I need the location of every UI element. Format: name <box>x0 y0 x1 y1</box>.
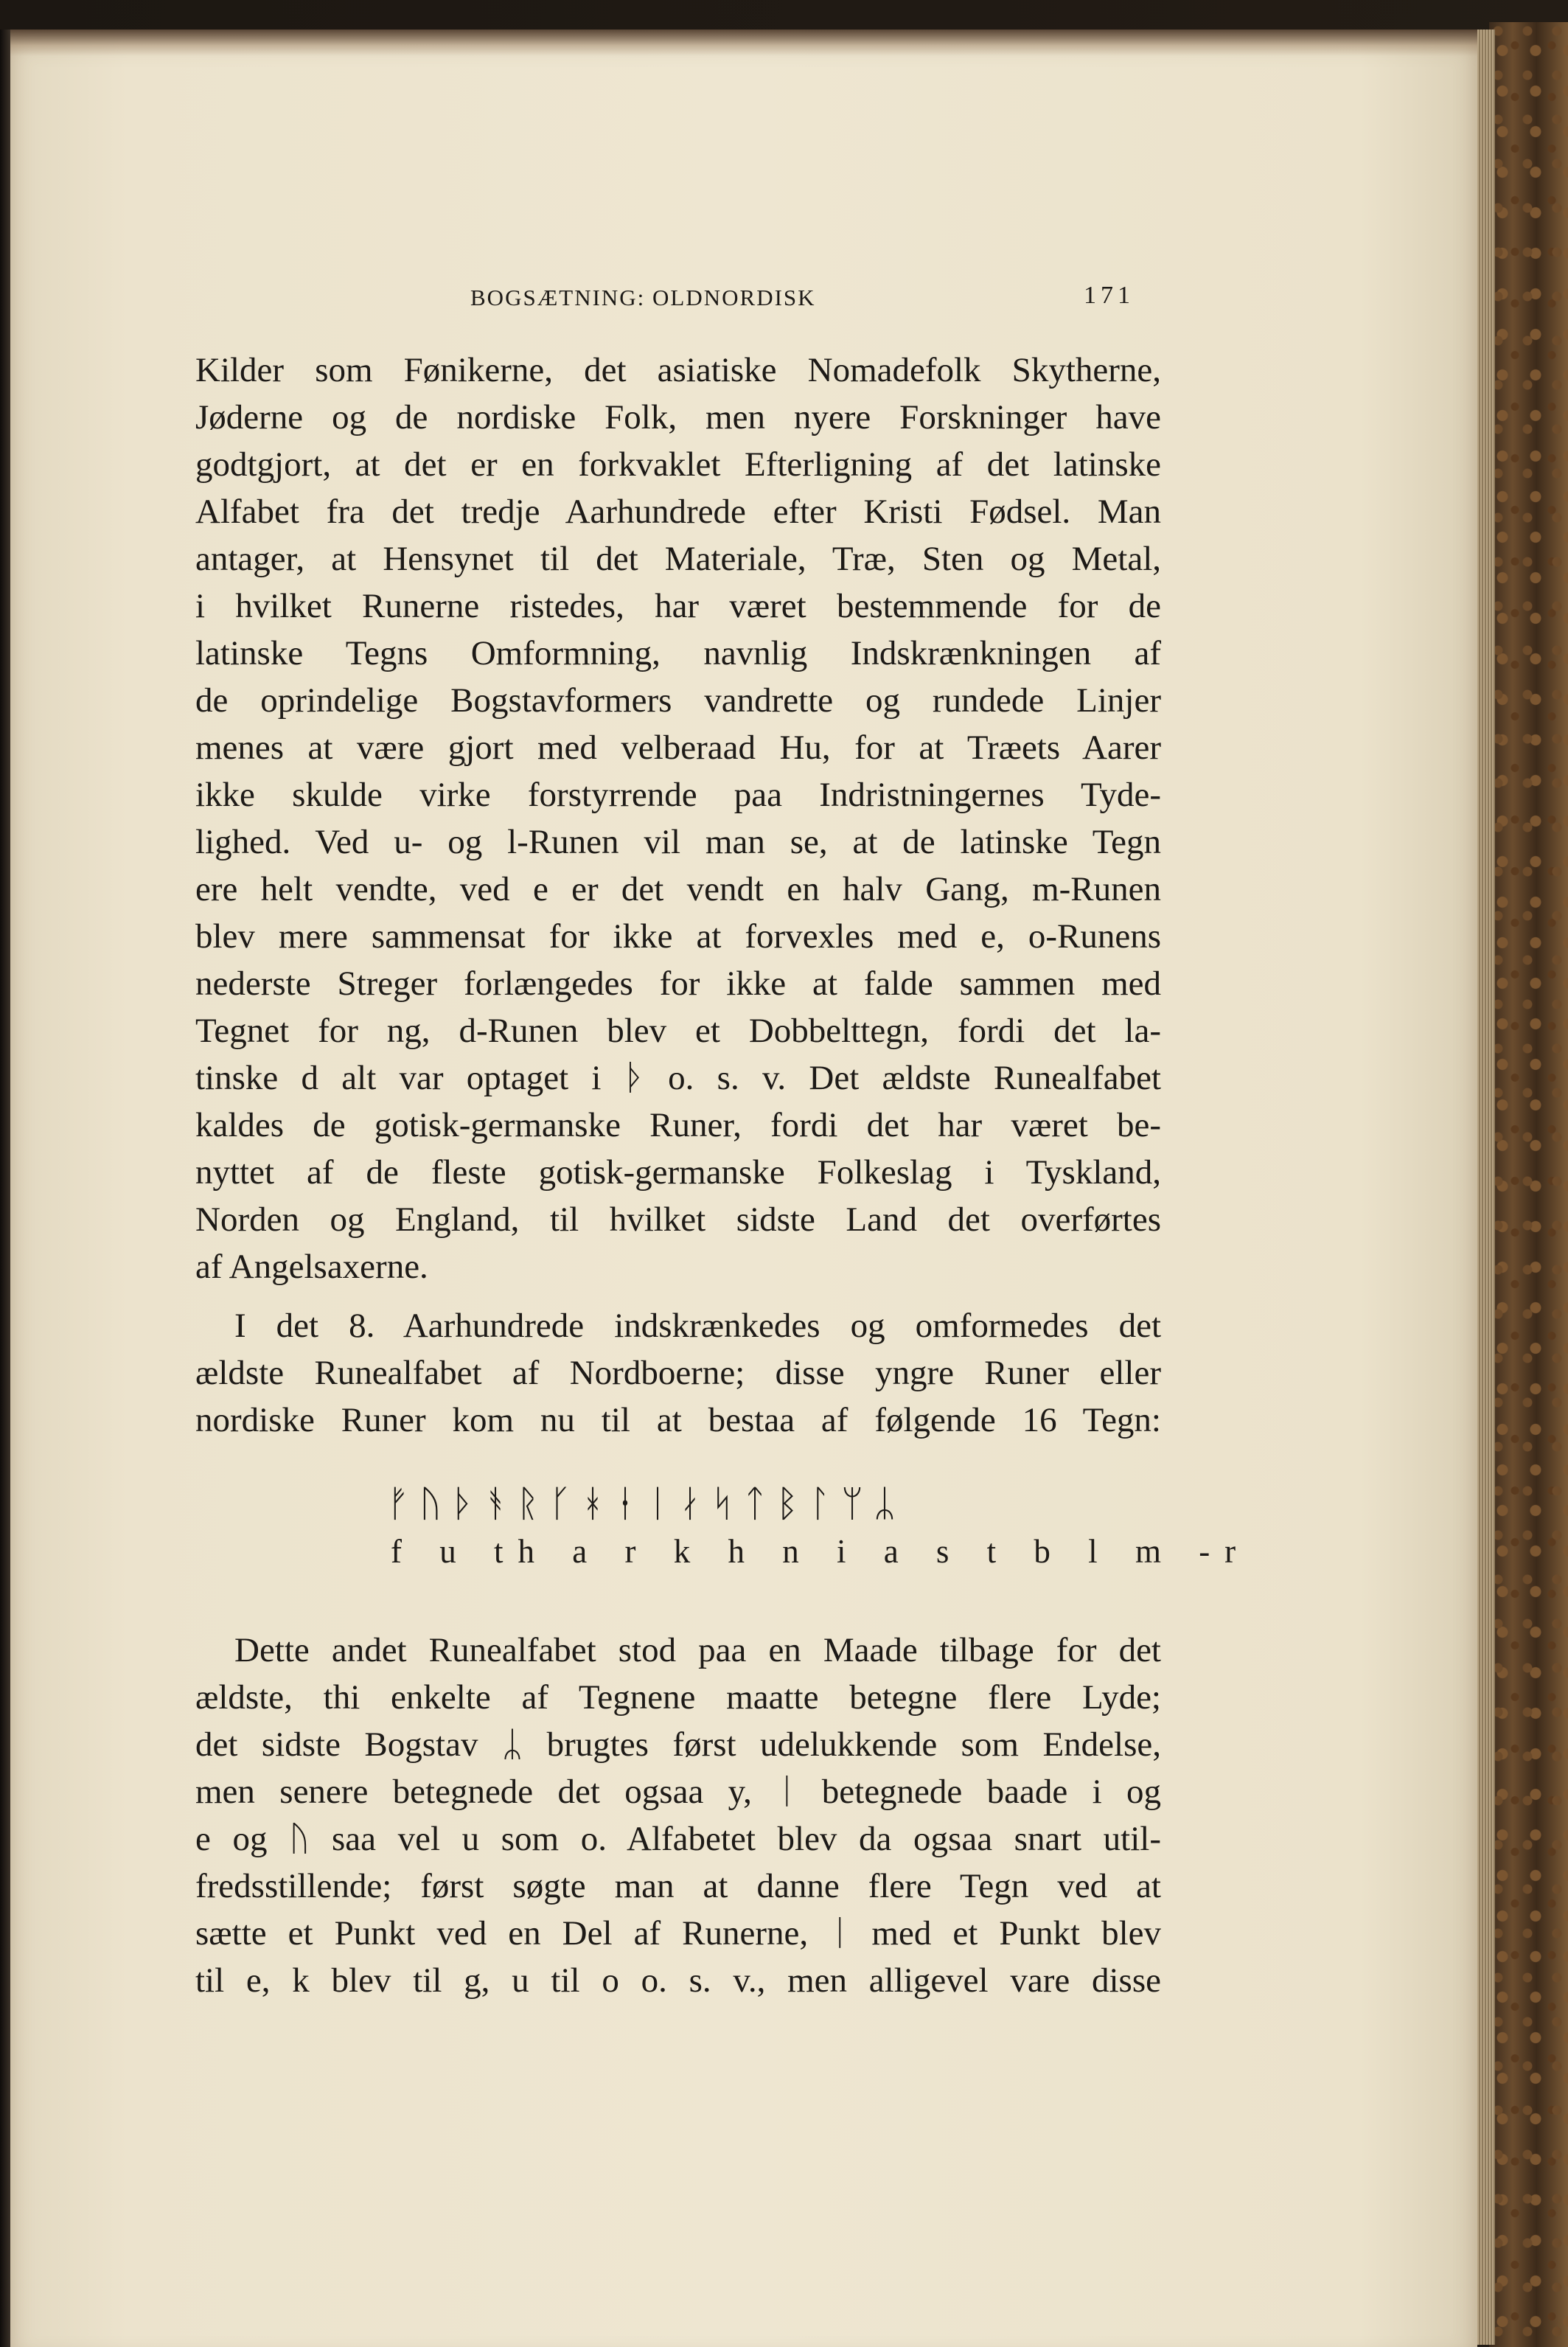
text-line: Norden og England, til hvilket sidste Land det overførtes <box>195 1200 1161 1239</box>
text-line: ikke skulde virke forstyrrende paa Indristningernes Tyde- <box>195 776 1161 814</box>
text-line: ældste, thi enkelte af Tegnene maatte betegne flere Lyde; <box>195 1678 1161 1717</box>
text-line: nederste Streger forlængedes for ikke at falde sammen med <box>195 964 1161 1003</box>
text-line: af Angelsaxerne. <box>195 1248 428 1286</box>
text-line: godtgjort, at det er en forkvaklet Efterligning af det latinske <box>195 445 1161 484</box>
page-top-stain <box>10 29 1477 56</box>
text-line: Alfabet fra det tredje Aarhundrede efter Kristi Fødsel. Man <box>195 493 1161 531</box>
text-line: i hvilket Runerne ristedes, har været bestemmende for de <box>195 587 1161 625</box>
text-line: det sidste Bogstav ᛦ brugtes først udelukkende som Endelse, <box>195 1725 1161 1764</box>
text-line: kaldes de gotisk-germanske Runer, fordi det har været be- <box>195 1106 1161 1144</box>
text-line: menes at være gjort med velberaad Hu, for at Træets Aarer <box>195 729 1161 767</box>
running-head: BOGSÆTNING: OLDNORDISK <box>470 285 816 310</box>
page-edges <box>1474 29 1495 2345</box>
text-line: I det 8. Aarhundrede indskrænkedes og omformedes det <box>234 1307 1161 1345</box>
text-line: ældste Runealfabet af Nordboerne; disse yngre Runer eller <box>195 1354 1161 1392</box>
text-line: lighed. Ved u- og l-Runen vil man se, at de latinske Tegn <box>195 823 1161 861</box>
page-number: 171 <box>1084 282 1135 309</box>
text-line: latinske Tegns Omformning, navnlig Indskrænkningen af <box>195 634 1161 672</box>
text-line: sætte et Punkt ved en Del af Runerne, ᛁ med et Punkt blev <box>195 1914 1161 1953</box>
text-line: Tegnet for ng, d-Runen blev et Dobbelttegn, fordi det la- <box>195 1012 1161 1050</box>
book-cover-board <box>1489 22 1568 2347</box>
rune-transliteration: f u th a r k h n i a s t b l m -r <box>391 1533 1251 1570</box>
text-line: e og ᚢ saa vel u som o. Alfabetet blev da ogsaa snart util- <box>195 1820 1161 1858</box>
text-line: antager, at Hensynet til det Materiale, Træ, Sten og Metal, <box>195 540 1161 578</box>
text-line: men senere betegnede det ogsaa y, ᛁ betegnede baade i og <box>195 1773 1161 1811</box>
text-line: Kilder som Fønikerne, det asiatiske Nomadefolk Skytherne, <box>195 351 1161 389</box>
text-line: tinske d alt var optaget i ᚦ o. s. v. Det ældste Runealfabet <box>195 1059 1161 1097</box>
text-line: blev mere sammensat for ikke at forvexles med e, o-Runens <box>195 917 1161 956</box>
text-line: Jøderne og de nordiske Folk, men nyere Forskninger have <box>195 398 1161 437</box>
text-line: ere helt vendte, ved e er det vendt en halv Gang, m-Runen <box>195 870 1161 908</box>
text-line: til e, k blev til g, u til o o. s. v., men alligevel vare disse <box>195 1961 1161 2000</box>
text-line: de oprindelige Bogstavformers vandrette og rundede Linjer <box>195 681 1161 720</box>
text-line: nyttet af de fleste gotisk-germanske Folkeslag i Tyskland, <box>195 1153 1161 1192</box>
rune-alphabet: ᚠᚢᚦᚬᚱᚴᚼᚽᛁᛅᛋᛏᛒᛚᛘᛦ <box>387 1482 906 1525</box>
text-line: Dette andet Runealfabet stod paa en Maade tilbage for det <box>234 1631 1161 1669</box>
text-line: fredsstillende; først søgte man at danne flere Tegn ved at <box>195 1867 1161 1905</box>
text-line: nordiske Runer kom nu til at bestaa af følgende 16 Tegn: <box>195 1401 1161 1439</box>
gutter-shadow <box>0 29 10 2347</box>
